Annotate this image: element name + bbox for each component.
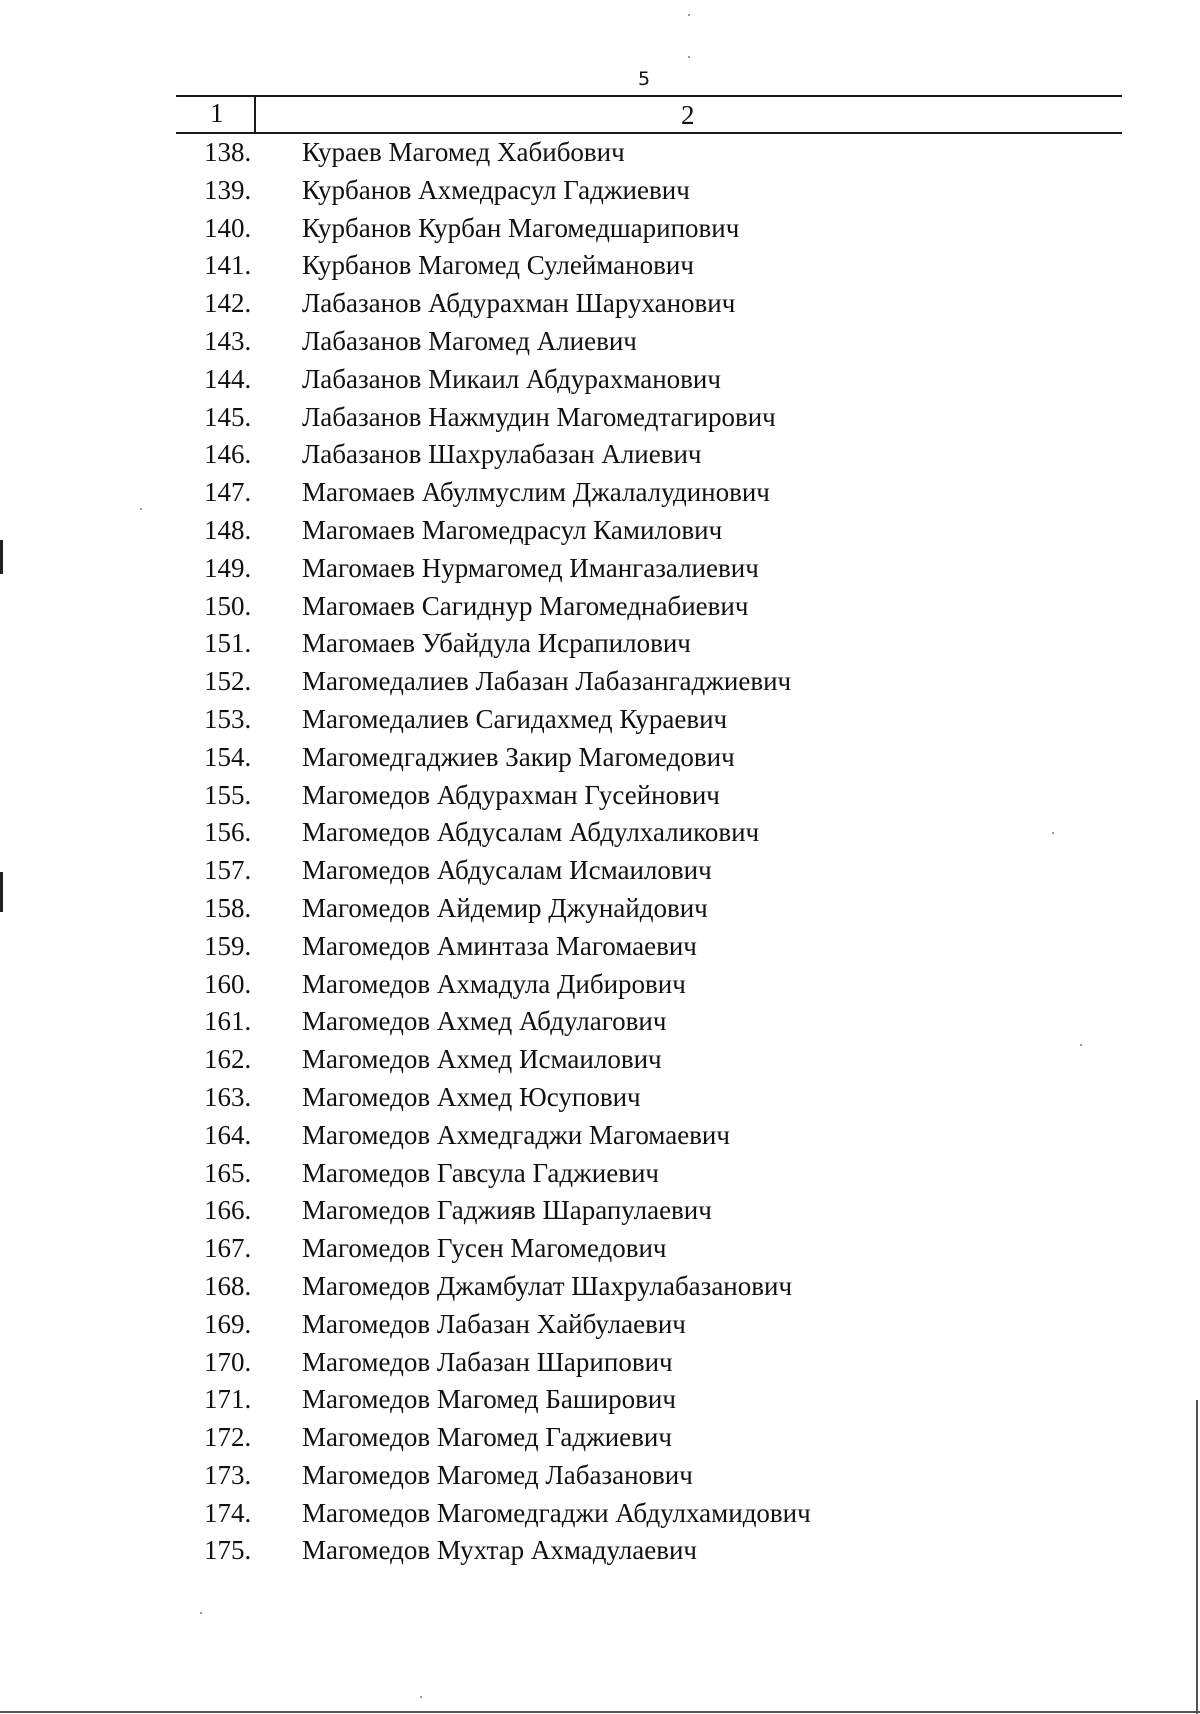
row-full-name: Магомедов Магомед Гаджиевич (302, 1422, 672, 1453)
row-number: 174. (204, 1497, 252, 1528)
row-number: 147. (204, 477, 252, 508)
table-row (0, 1309, 1200, 1347)
table-row (0, 817, 1200, 855)
row-number: 161. (204, 1006, 252, 1037)
row-full-name: Магомедов Мухтар Ахмадулаевич (302, 1535, 698, 1566)
row-number: 156. (204, 817, 252, 848)
row-number: 173. (204, 1459, 252, 1490)
row-number: 175. (204, 1535, 252, 1566)
row-number: 164. (204, 1119, 252, 1150)
table-row (0, 250, 1200, 288)
row-number: 170. (204, 1346, 252, 1377)
row-full-name: Магомедов Гавсула Гаджиевич (302, 1157, 660, 1188)
table-row (0, 402, 1200, 440)
row-number: 149. (204, 552, 252, 583)
row-number: 172. (204, 1422, 252, 1453)
row-full-name: Магомаев Абулмуслим Джалалудинович (302, 477, 770, 508)
row-number: 159. (204, 930, 252, 961)
row-full-name: Лабазанов Нажмудин Магомедтагирович (302, 401, 776, 432)
scan-speck (688, 56, 690, 58)
name-list (0, 137, 1200, 1573)
row-full-name: Магомедов Магомед Лабазанович (302, 1459, 693, 1490)
row-number: 160. (204, 968, 252, 999)
row-full-name: Магомедов Гусен Магомедович (302, 1233, 667, 1264)
table-row (0, 591, 1200, 629)
table-row (0, 855, 1200, 893)
table-row (0, 893, 1200, 931)
table-row (0, 1422, 1200, 1460)
row-number: 144. (204, 363, 252, 394)
table-row (0, 1158, 1200, 1196)
table-row (0, 704, 1200, 742)
row-number: 143. (204, 325, 252, 356)
row-full-name: Магомедов Айдемир Джунайдович (302, 892, 708, 923)
row-number: 150. (204, 590, 252, 621)
row-full-name: Магомедов Абдусалам Исмаилович (302, 855, 712, 886)
table-row (0, 439, 1200, 477)
table-row (0, 742, 1200, 780)
row-number: 162. (204, 1044, 252, 1075)
row-full-name: Магомедов Ахмед Исмаилович (302, 1044, 662, 1075)
row-full-name: Курбанов Ахмедрасул Гаджиевич (302, 174, 690, 205)
row-full-name: Магомаев Магомедрасул Камилович (302, 514, 723, 545)
table-row (0, 213, 1200, 251)
row-number: 146. (204, 439, 252, 470)
scan-edge-bottom (0, 1711, 1200, 1713)
table-row (0, 1233, 1200, 1271)
row-number: 168. (204, 1270, 252, 1301)
row-number: 166. (204, 1195, 252, 1226)
table-column-divider (254, 95, 256, 132)
row-full-name: Курбанов Курбан Магомедшарипович (302, 212, 740, 243)
row-full-name: Магомедов Лабазан Хайбулаевич (302, 1308, 686, 1339)
row-number: 165. (204, 1157, 252, 1188)
row-full-name: Магомедалиев Сагидахмед Кураевич (302, 703, 728, 734)
table-row (0, 137, 1200, 175)
row-number: 141. (204, 250, 252, 281)
row-full-name: Магомедгаджиев Закир Магомедович (302, 741, 735, 772)
table-row (0, 175, 1200, 213)
table-row (0, 931, 1200, 969)
table-row (0, 1384, 1200, 1422)
row-number: 142. (204, 288, 252, 319)
scan-speck (420, 1696, 422, 1698)
row-number: 140. (204, 212, 252, 243)
table-row (0, 1082, 1200, 1120)
row-number: 145. (204, 401, 252, 432)
row-full-name: Магомедалиев Лабазан Лабазангаджиевич (302, 666, 792, 697)
table-row (0, 1006, 1200, 1044)
row-full-name: Магомедов Ахмед Абдулагович (302, 1006, 667, 1037)
page-number: 5 (638, 68, 651, 90)
row-number: 155. (204, 779, 252, 810)
scan-speck (200, 1612, 202, 1614)
table-row (0, 1044, 1200, 1082)
scan-speck (688, 14, 690, 16)
table-row (0, 780, 1200, 818)
table-header-bottom-rule (176, 132, 1122, 134)
row-number: 148. (204, 514, 252, 545)
table-row (0, 288, 1200, 326)
row-full-name: Магомедов Абдусалам Абдулхаликович (302, 817, 760, 848)
row-full-name: Магомедов Магомедгаджи Абдулхамидович (302, 1497, 811, 1528)
row-full-name: Магомедов Ахмадула Дибирович (302, 968, 686, 999)
table-row (0, 364, 1200, 402)
row-number: 167. (204, 1233, 252, 1264)
row-full-name: Лабазанов Абдурахман Шаруханович (302, 288, 736, 319)
table-row (0, 477, 1200, 515)
row-number: 152. (204, 666, 252, 697)
table-row (0, 515, 1200, 553)
row-number: 154. (204, 741, 252, 772)
row-full-name: Магомаев Нурмагомед Имангазалиевич (302, 552, 759, 583)
table-row (0, 969, 1200, 1007)
row-number: 169. (204, 1308, 252, 1339)
row-full-name: Магомедов Ахмед Юсупович (302, 1081, 641, 1112)
row-number: 163. (204, 1081, 252, 1112)
row-full-name: Лабазанов Шахрулабазан Алиевич (302, 439, 702, 470)
table-row (0, 1120, 1200, 1158)
table-top-rule (176, 95, 1122, 97)
table-row (0, 1195, 1200, 1233)
row-full-name: Магомаев Сагиднур Магомеднабиевич (302, 590, 749, 621)
column-header-name: 2 (681, 100, 695, 130)
table-row (0, 628, 1200, 666)
row-full-name: Магомедов Абдурахман Гусейнович (302, 779, 720, 810)
row-full-name: Магомедов Лабазан Шарипович (302, 1346, 673, 1377)
row-number: 138. (204, 137, 252, 167)
table-row (0, 666, 1200, 704)
row-full-name: Магомедов Гаджияв Шарапулаевич (302, 1195, 712, 1226)
row-number: 158. (204, 892, 252, 923)
table-row (0, 1498, 1200, 1536)
table-row (0, 1347, 1200, 1385)
row-full-name: Магомаев Убайдула Исрапилович (302, 628, 691, 659)
column-header-number: 1 (210, 98, 224, 128)
row-number: 153. (204, 703, 252, 734)
row-full-name: Кураев Магомед Хабибович (302, 137, 625, 167)
table-row (0, 1460, 1200, 1498)
row-number: 139. (204, 174, 252, 205)
row-number: 157. (204, 855, 252, 886)
row-full-name: Магомедов Ахмедгаджи Магомаевич (302, 1119, 730, 1150)
row-number: 171. (204, 1384, 252, 1415)
table-row (0, 1535, 1200, 1573)
row-full-name: Лабазанов Микаил Абдурахманович (302, 363, 721, 394)
row-full-name: Магомедов Аминтаза Магомаевич (302, 930, 697, 961)
table-row (0, 553, 1200, 591)
row-full-name: Курбанов Магомед Сулейманович (302, 250, 694, 281)
row-number: 151. (204, 628, 252, 659)
row-full-name: Магомедов Джамбулат Шахрулабазанович (302, 1270, 793, 1301)
row-full-name: Лабазанов Магомед Алиевич (302, 325, 637, 356)
row-full-name: Магомедов Магомед Баширович (302, 1384, 676, 1415)
table-row (0, 1271, 1200, 1309)
table-row (0, 326, 1200, 364)
